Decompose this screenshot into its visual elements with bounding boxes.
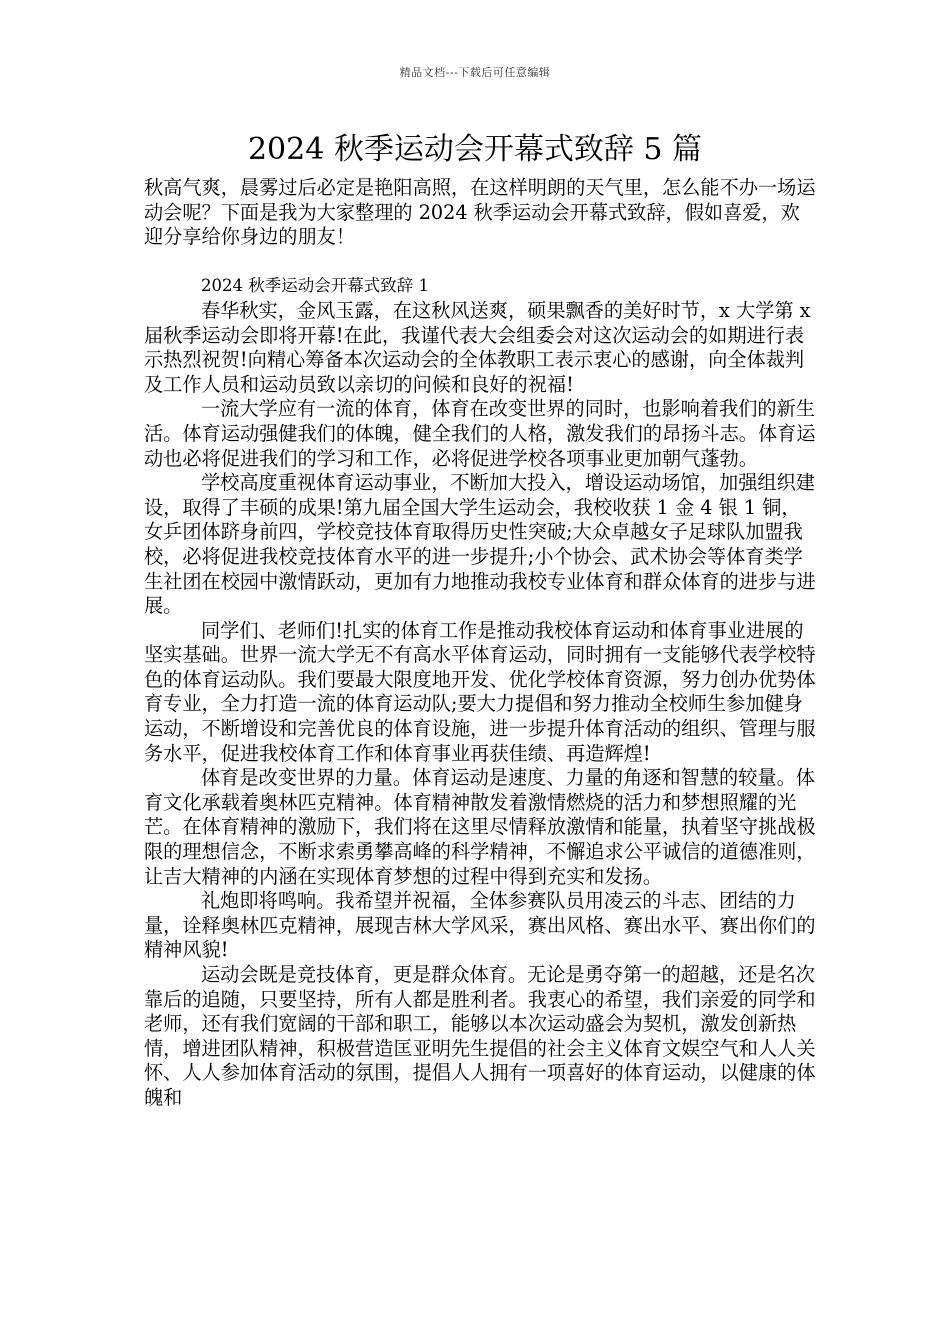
body-paragraph: 一流大学应有一流的体育，体育在改变世界的同时，也影响着我们的新生活。体育运动强健我们的体魄，健全我们的人格，激发我们的昂扬斗志。体育运动也必将促进我们的学习和工作，必将促进学校各项事业更加朝气蓬勃。 [144,397,816,470]
body-paragraph: 学校高度重视体育运动事业，不断加大投入，增设运动场馆，加强组织建设，取得了丰硕的成果!第九届全国大学生运动会，我校收获 1 金 4 银 1 铜，女乒团体跻身前四，学校竞技体育取得历史性突破;大众卓越女子足球队加盟我校，必将促进我校竞技体育水平的进一步提升;小个协会、武术协会等体育类学生社团在校园中激情跃动，更加有力地推动我校专业体育和群众体育的进步与进展。 [144,471,816,618]
body-paragraph: 礼炮即将鸣响。我希望并祝福，全体参赛队员用凌云的斗志、团结的力量，诠释奥林匹克精神，展现吉林大学风采，赛出风格、赛出水平、赛出你们的精神风貌! [144,889,816,962]
blank-line [144,250,816,275]
section-heading: 2024 秋季运动会开幕式致辞 1 [201,276,429,296]
body-paragraph: 同学们、老师们!扎实的体育工作是推动我校体育运动和体育事业进展的坚实基础。世界一流大学无不有高水平体育运动，同时拥有一支能够代表学校特色的体育运动队。我们要最大限度地开发、优化学校体育资源，努力创办优势体育专业，全力打造一流的体育运动队;要大力提倡和努力推动全校师生参加健身运动，不断增设和完善优良的体育设施，进一步提升体育活动的组织、管理与服务水平，促进我校体育工作和体育事业再获佳绩、再造辉煌! [144,618,816,765]
document-title: 2024 秋季运动会开幕式致辞 5 篇 [247,132,703,167]
body-paragraph: 体育是改变世界的力量。体育运动是速度、力量的角逐和智慧的较量。体育文化承载着奥林匹克精神。体育精神散发着激情燃烧的活力和梦想照耀的光芒。在体育精神的激励下，我们将在这里尽情释放激情和能量，执着坚守挑战极限的理想信念，不断求索勇攀高峰的科学精神，不懈追求公平诚信的道德准则，让吉大精神的内涵在实现体育梦想的过程中得到充实和发扬。 [144,766,816,888]
intro-paragraph: 秋高气爽，晨雾过后必定是艳阳高照，在这样明朗的天气里，怎么能不办一场运动会呢？下面是我为大家整理的 2024 秋季运动会开幕式致辞，假如喜爱，欢迎分享给你身边的朋友！ [144,176,816,249]
document-body [144,176,816,1111]
body-paragraph: 春华秋实，金风玉露，在这秋风送爽，硕果飘香的美好时节，x 大学第 x 届秋季运动会即将开幕!在此，我谨代表大会组委会对这次运动会的如期进行表示热烈祝贺!向精心筹备本次运动会的全体教职工表示衷心的感谢，向全体裁判及工作人员和运动员致以亲切的问候和良好的祝福! [144,298,811,396]
header-note: 精品文档---下载后可任意编辑 [399,66,551,79]
body-paragraph: 运动会既是竞技体育，更是群众体育。无论是勇夺第一的超越，还是名次靠后的追随，只要坚持，所有人都是胜利者。我衷心的希望，我们亲爱的同学和老师，还有我们宽阔的干部和职工，能够以本次运动盛会为契机，激发创新热情，增进团队精神，积极营造匡亚明先生提倡的社会主义体育文娱空气和人人关怀、人人参加体育活动的氛围，提倡人人拥有一项喜好的体育运动，以健康的体魄和 [144,963,816,1109]
